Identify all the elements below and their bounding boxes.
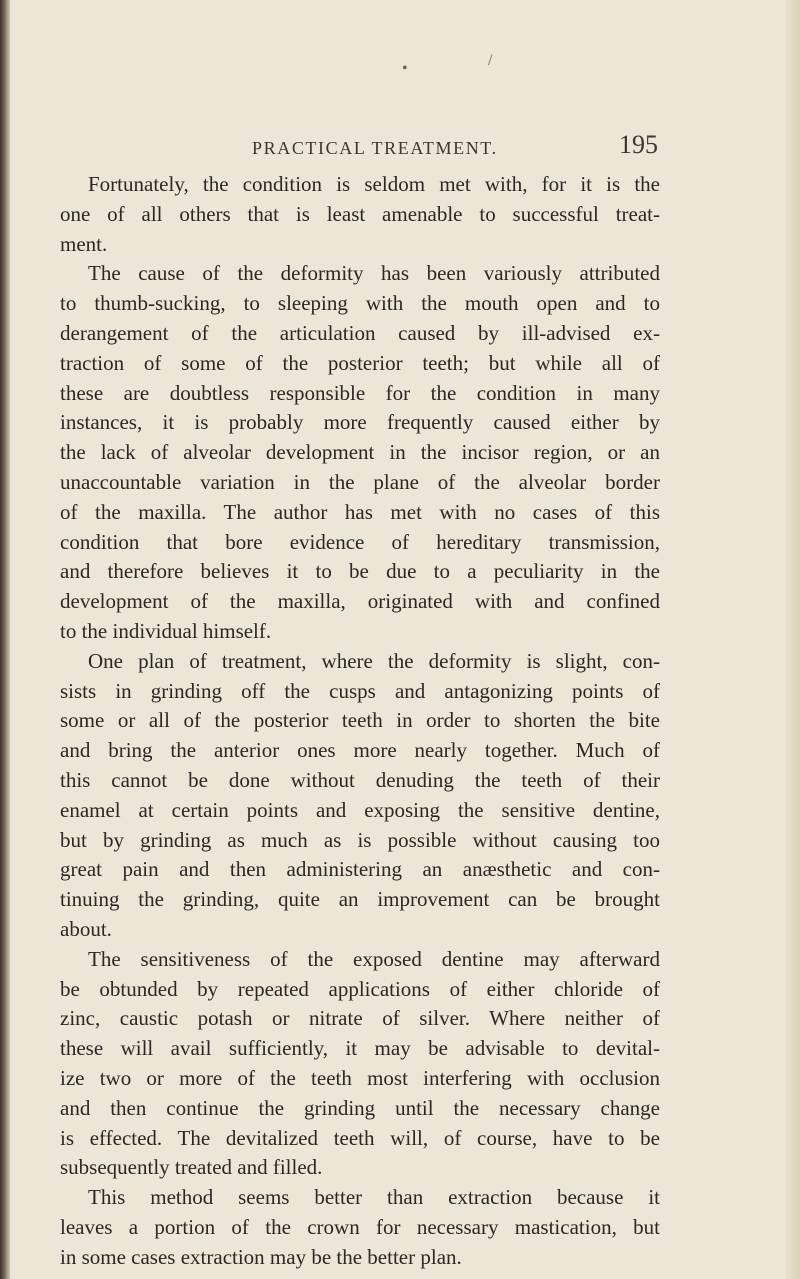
text-line: and bring the anterior ones more nearly together. Much of <box>60 738 660 763</box>
text-line: and then continue the grinding until the necessary change <box>60 1095 660 1120</box>
text-line: this cannot be done without denuding the teeth of their <box>60 767 660 792</box>
text-line: instances, it is probably more frequently caused either by <box>60 410 660 435</box>
text-line: some or all of the posterior teeth in order to shorten the bite <box>60 708 660 733</box>
text-line: development of the maxilla, originated with and confined <box>60 589 660 614</box>
text-line: unaccountable variation in the plane of the alveolar border <box>60 469 660 494</box>
text-line: these will avail sufficiently, it may be advisable to devital- <box>60 1036 660 1061</box>
text-line: One plan of treatment, where the deformity is slight, con- <box>88 648 660 673</box>
text-line: condition that bore evidence of hereditary transmission, <box>60 529 660 554</box>
text-line: ment. <box>60 231 108 256</box>
stray-tick: / <box>488 52 493 69</box>
text-line: subsequently treated and filled. <box>60 1155 323 1180</box>
text-line: and therefore believes it to be due to a peculiarity in the <box>60 559 660 584</box>
page-right-edge <box>786 0 800 1279</box>
text-line: Fortunately, the condition is seldom met with, for it is the <box>88 172 660 196</box>
text-line: enamel at certain points and exposing the sensitive dentine, <box>60 797 660 822</box>
text-line: tinuing the grinding, quite an improvement can be brought <box>60 887 660 912</box>
text-line: is effected. The devitalized teeth will, of course, have to be <box>60 1125 660 1150</box>
body-text <box>60 170 660 1272</box>
text-line: these are doubtless responsible for the condition in many <box>60 380 660 405</box>
text-line: The cause of the deformity has been variously attributed <box>88 261 660 286</box>
text-line: one of all others that is least amenable to successful treat- <box>60 201 660 226</box>
text-line: derangement of the articulation caused by ill-advised ex- <box>60 320 660 345</box>
text-line: about. <box>60 916 112 941</box>
text-line: but by grinding as much as is possible without causing too <box>60 827 660 852</box>
running-title: PRACTICAL TREATMENT. <box>252 138 498 158</box>
text-line: traction of some of the posterior teeth; but while all of <box>60 350 660 375</box>
text-line: zinc, caustic potash or nitrate of silver. Where neither of <box>60 1006 660 1031</box>
stray-mark: • <box>402 60 408 77</box>
page-header <box>250 130 658 168</box>
text-line: the lack of alveolar development in the incisor region, or an <box>60 440 660 465</box>
text-line: sists in grinding off the cusps and antagonizing points of <box>60 678 660 703</box>
text-line: in some cases extraction may be the better plan. <box>60 1244 462 1269</box>
text-line: to the individual himself. <box>60 618 272 643</box>
page-number: 195 <box>619 130 658 159</box>
text-line: leaves a portion of the crown for necessary mastication, but <box>60 1214 660 1239</box>
text-line: great pain and then administering an anæsthetic and con- <box>60 857 660 882</box>
text-line: The sensitiveness of the exposed dentine may afterward <box>88 946 660 971</box>
text-line: be obtunded by repeated applications of either chloride of <box>60 976 660 1001</box>
text-line: of the maxilla. The author has met with no cases of this <box>60 499 660 524</box>
text-line: This method seems better than extraction because it <box>88 1185 660 1210</box>
text-line: to thumb-sucking, to sleeping with the mouth open and to <box>60 291 660 316</box>
text-line: ize two or more of the teeth most interfering with occlusion <box>60 1065 660 1090</box>
page-gutter-shadow <box>0 0 10 1279</box>
